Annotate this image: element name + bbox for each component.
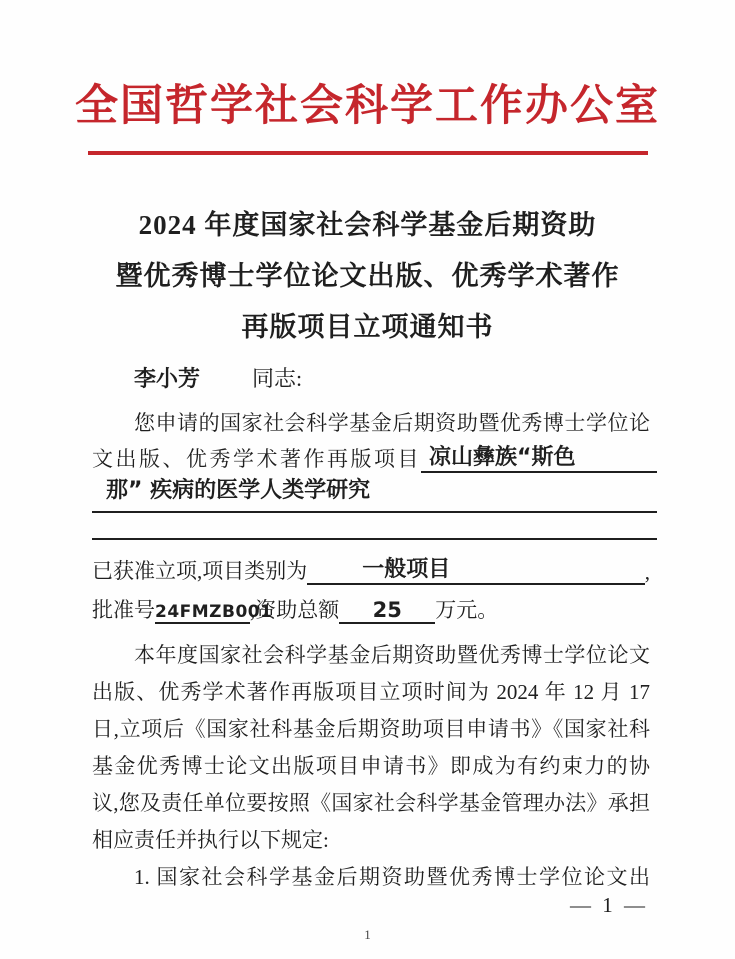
document-title-line-3: 再版项目立项通知书 bbox=[241, 312, 494, 342]
paragraph2-line: 基金优秀博士论文出版项目申请书》即成为有约束力的协 bbox=[92, 754, 650, 778]
document-title bbox=[50, 200, 685, 353]
project-field-label: 文出版、优秀学术著作再版项目 bbox=[92, 447, 421, 471]
paragraph2-line: 本年度国家社会科学基金后期资助暨优秀博士学位论文 bbox=[134, 643, 650, 667]
category-line-comma: , bbox=[644, 560, 650, 584]
document-title-line-1: 2024 年度国家社会科学基金后期资助 bbox=[138, 210, 597, 240]
body-paragraph2 bbox=[92, 637, 650, 896]
category-fill: 一般项目 bbox=[307, 552, 645, 585]
paragraph2-line: 相应责任并执行以下规定: bbox=[92, 828, 329, 852]
project-title-fill-part2: 那” 疾病的医学人类学研究 bbox=[92, 473, 657, 513]
numbered-item-1-line: 1. 国家社会科学基金后期资助暨优秀博士学位论文出 bbox=[134, 865, 650, 889]
document-title-line-2: 暨优秀博士学位论文出版、优秀学术著作 bbox=[115, 261, 620, 291]
grant-number-label: 批准号 bbox=[92, 598, 155, 622]
footer-sheet-number: 1 bbox=[364, 927, 371, 942]
project-title-fill-part1: 凉山彝族“斯色 bbox=[421, 440, 657, 473]
salutation-suffix: 同志: bbox=[252, 366, 303, 391]
letterhead-divider-rule bbox=[88, 151, 648, 155]
paragraph2-line: 议,您及责任单位要按照《国家社会科学基金管理办法》承担 bbox=[92, 791, 650, 815]
grant-number-fill: 24FMZB001 bbox=[155, 602, 273, 622]
salutation-line bbox=[92, 362, 650, 393]
recipient-name: 李小芳 bbox=[134, 367, 201, 392]
blank-fill-line bbox=[92, 504, 657, 540]
amount-label: ,资助总额 bbox=[250, 598, 340, 622]
body-paragraph1-line1: 您申请的国家社会科学基金后期资助暨优秀博士学位论 bbox=[134, 411, 650, 435]
letterhead-org-name: 全国哲学社会科学工作办公室 bbox=[75, 83, 660, 130]
approval-category-line bbox=[92, 553, 650, 585]
grant-number-line bbox=[92, 592, 650, 624]
amount-unit: 万元。 bbox=[435, 598, 499, 622]
amount-fill: 25 bbox=[339, 598, 435, 624]
page-number: — 1 — bbox=[570, 893, 648, 917]
paragraph2-line: 日,立项后《国家社科基金后期资助项目申请书》《国家社科 bbox=[92, 717, 650, 741]
category-field-label: 已获准立项,项目类别为 bbox=[92, 559, 308, 583]
paragraph2-line: 出版、优秀学术著作再版项目立项时间为 2024 年 12 月 17 bbox=[92, 680, 650, 704]
body-paragraph1-line2 bbox=[92, 440, 657, 473]
